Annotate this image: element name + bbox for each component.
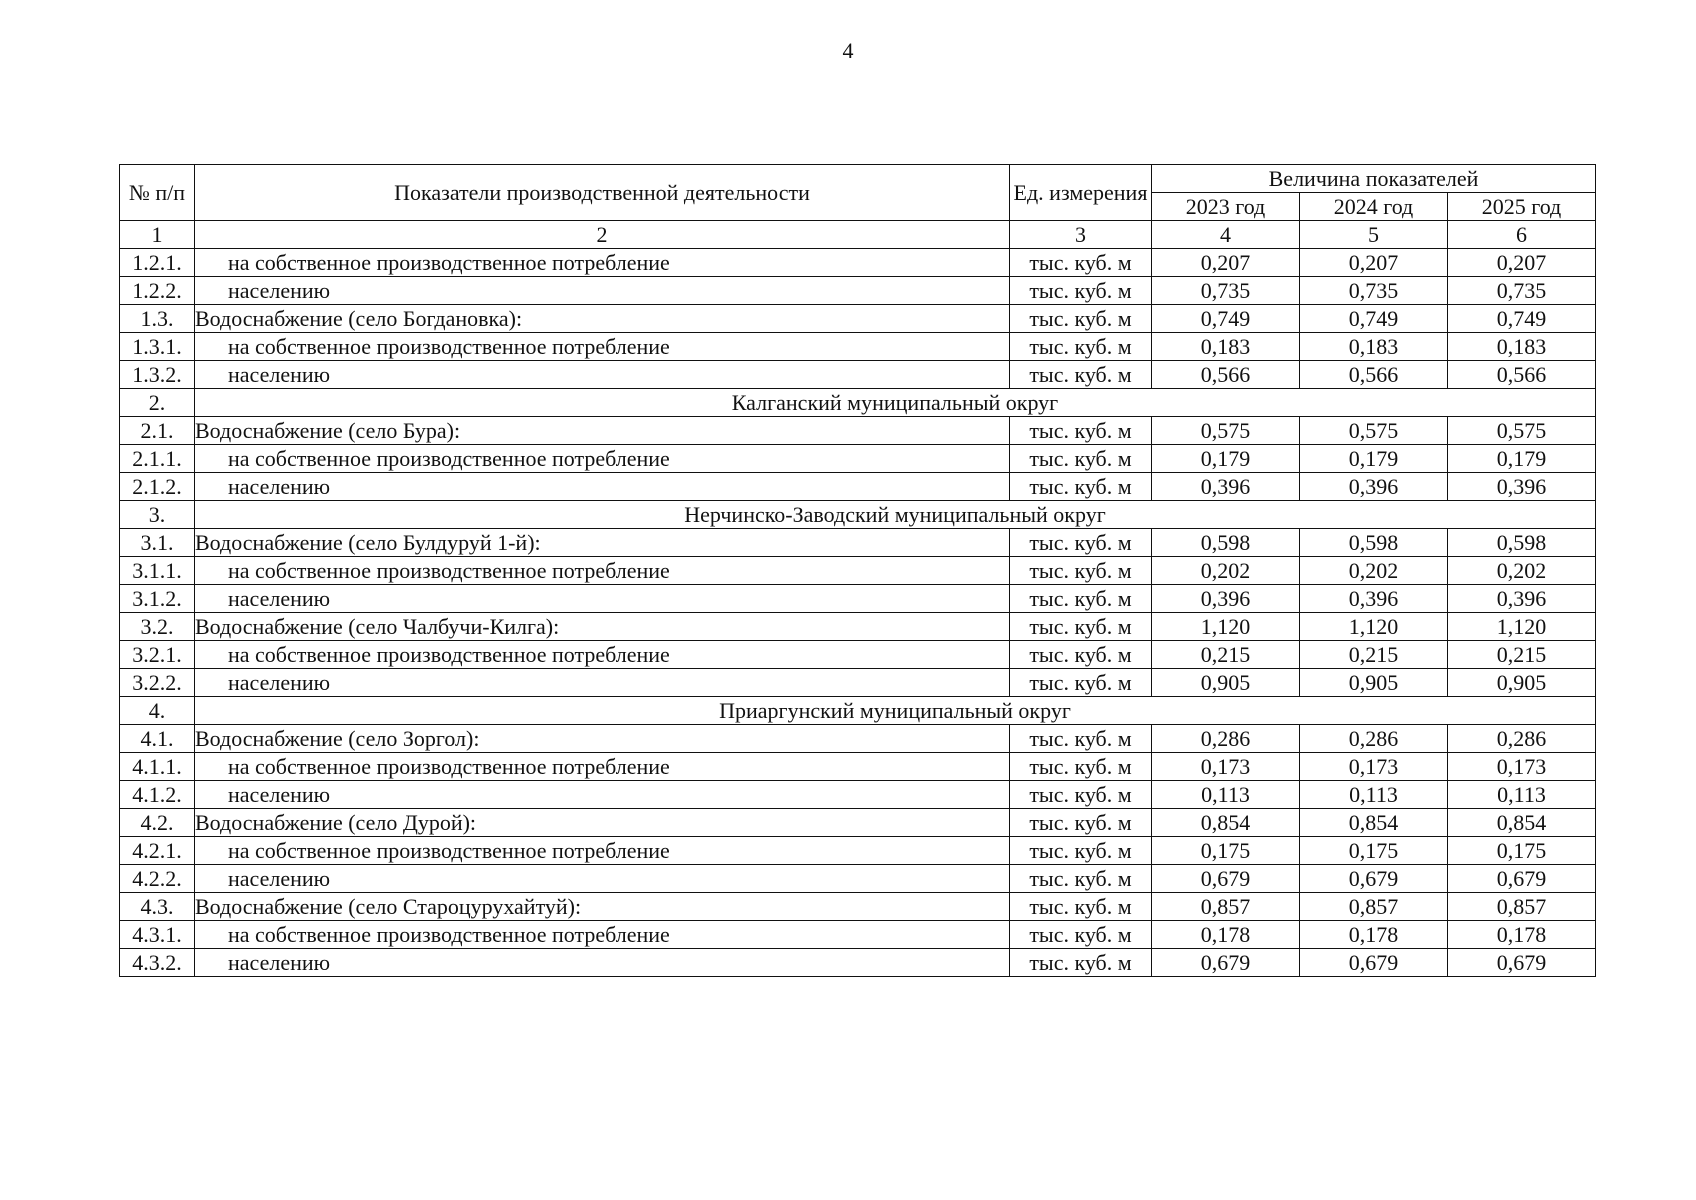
district-row [120, 697, 1596, 725]
value-2025: 0,735 [1448, 277, 1596, 305]
value-2025: 0,207 [1448, 249, 1596, 277]
value-2023: 1,120 [1152, 613, 1300, 641]
value-2024: 0,857 [1300, 893, 1448, 921]
unit-cell: тыс. куб. м [1010, 529, 1152, 557]
row-number: 3.2.2. [120, 669, 195, 697]
value-2025: 1,120 [1448, 613, 1596, 641]
value-2025: 0,679 [1448, 865, 1596, 893]
header-year-2025: 2025 год [1448, 193, 1596, 221]
sub-indicator-row [120, 753, 1596, 781]
indicator-name: населению [195, 585, 1010, 613]
value-2023: 0,679 [1152, 949, 1300, 977]
value-2023: 0,575 [1152, 417, 1300, 445]
row-number: 3.2. [120, 613, 195, 641]
value-2025: 0,679 [1448, 949, 1596, 977]
sub-indicator-row [120, 473, 1596, 501]
sub-indicator-row [120, 557, 1596, 585]
value-2025: 0,396 [1448, 585, 1596, 613]
value-2024: 0,735 [1300, 277, 1448, 305]
sub-indicator-row [120, 361, 1596, 389]
unit-cell: тыс. куб. м [1010, 753, 1152, 781]
value-2025: 0,575 [1448, 417, 1596, 445]
row-number: 4.3.1. [120, 921, 195, 949]
district-name: Нерчинско-Заводский муниципальный округ [195, 501, 1596, 529]
header-values-group: Величина показателей [1152, 165, 1596, 193]
row-number: 4.3. [120, 893, 195, 921]
value-2024: 0,183 [1300, 333, 1448, 361]
indicator-name: на собственное производственное потребление [195, 333, 1010, 361]
value-2023: 0,179 [1152, 445, 1300, 473]
value-2024: 0,215 [1300, 641, 1448, 669]
value-2024: 0,566 [1300, 361, 1448, 389]
sub-indicator-row [120, 641, 1596, 669]
indicator-name: на собственное производственное потребление [195, 641, 1010, 669]
value-2025: 0,178 [1448, 921, 1596, 949]
value-2025: 0,179 [1448, 445, 1596, 473]
value-2024: 0,396 [1300, 473, 1448, 501]
indicator-name: Водоснабжение (село Бура): [195, 417, 1010, 445]
indicators-table [119, 164, 1596, 977]
value-2023: 0,286 [1152, 725, 1300, 753]
indicator-name: населению [195, 781, 1010, 809]
value-2024: 0,173 [1300, 753, 1448, 781]
unit-cell: тыс. куб. м [1010, 837, 1152, 865]
value-2025: 0,183 [1448, 333, 1596, 361]
district-row [120, 501, 1596, 529]
unit-cell: тыс. куб. м [1010, 557, 1152, 585]
value-2024: 0,207 [1300, 249, 1448, 277]
value-2024: 0,905 [1300, 669, 1448, 697]
value-2025: 0,173 [1448, 753, 1596, 781]
value-2025: 0,113 [1448, 781, 1596, 809]
row-number: 3.1.2. [120, 585, 195, 613]
indicator-row [120, 725, 1596, 753]
indicator-name: на собственное производственное потребление [195, 445, 1010, 473]
unit-cell: тыс. куб. м [1010, 781, 1152, 809]
column-number: 6 [1448, 221, 1596, 249]
header-row [120, 165, 1596, 193]
value-2024: 0,575 [1300, 417, 1448, 445]
value-2025: 0,202 [1448, 557, 1596, 585]
value-2023: 0,178 [1152, 921, 1300, 949]
unit-cell: тыс. куб. м [1010, 669, 1152, 697]
value-2025: 0,749 [1448, 305, 1596, 333]
value-2023: 0,566 [1152, 361, 1300, 389]
value-2023: 0,735 [1152, 277, 1300, 305]
indicator-row [120, 305, 1596, 333]
row-number: 3.2.1. [120, 641, 195, 669]
header-year-2023: 2023 год [1152, 193, 1300, 221]
value-2025: 0,215 [1448, 641, 1596, 669]
value-2023: 0,202 [1152, 557, 1300, 585]
row-number: 2.1. [120, 417, 195, 445]
value-2023: 0,207 [1152, 249, 1300, 277]
sub-indicator-row [120, 781, 1596, 809]
unit-cell: тыс. куб. м [1010, 921, 1152, 949]
row-number: 4. [120, 697, 195, 725]
indicator-name: Водоснабжение (село Чалбучи-Килга): [195, 613, 1010, 641]
value-2024: 0,286 [1300, 725, 1448, 753]
indicator-name: на собственное производственное потребление [195, 557, 1010, 585]
value-2025: 0,854 [1448, 809, 1596, 837]
row-number: 3. [120, 501, 195, 529]
value-2023: 0,396 [1152, 473, 1300, 501]
row-number: 4.2.2. [120, 865, 195, 893]
unit-cell: тыс. куб. м [1010, 249, 1152, 277]
indicator-name: на собственное производственное потребление [195, 753, 1010, 781]
unit-cell: тыс. куб. м [1010, 865, 1152, 893]
row-number: 1.3.2. [120, 361, 195, 389]
unit-cell: тыс. куб. м [1010, 277, 1152, 305]
header-unit: Ед. измерения [1010, 165, 1152, 221]
header-num: № п/п [120, 165, 195, 221]
value-2025: 0,566 [1448, 361, 1596, 389]
value-2023: 0,396 [1152, 585, 1300, 613]
district-row [120, 389, 1596, 417]
value-2025: 0,857 [1448, 893, 1596, 921]
column-numbers-row [120, 221, 1596, 249]
unit-cell: тыс. куб. м [1010, 641, 1152, 669]
row-number: 4.1.2. [120, 781, 195, 809]
value-2025: 0,905 [1448, 669, 1596, 697]
unit-cell: тыс. куб. м [1010, 473, 1152, 501]
header-year-2024: 2024 год [1300, 193, 1448, 221]
unit-cell: тыс. куб. м [1010, 445, 1152, 473]
unit-cell: тыс. куб. м [1010, 893, 1152, 921]
value-2023: 0,175 [1152, 837, 1300, 865]
sub-indicator-row [120, 585, 1596, 613]
indicator-name: населению [195, 949, 1010, 977]
indicator-row [120, 809, 1596, 837]
value-2023: 0,598 [1152, 529, 1300, 557]
indicator-name: Водоснабжение (село Зоргол): [195, 725, 1010, 753]
district-name: Приаргунский муниципальный округ [195, 697, 1596, 725]
unit-cell: тыс. куб. м [1010, 417, 1152, 445]
row-number: 3.1. [120, 529, 195, 557]
page-number: 4 [842, 38, 854, 63]
indicator-name: Водоснабжение (село Булдуруй 1-й): [195, 529, 1010, 557]
row-number: 4.3.2. [120, 949, 195, 977]
sub-indicator-row [120, 249, 1596, 277]
district-name: Калганский муниципальный округ [195, 389, 1596, 417]
sub-indicator-row [120, 865, 1596, 893]
value-2024: 0,179 [1300, 445, 1448, 473]
value-2024: 0,178 [1300, 921, 1448, 949]
indicator-name: Водоснабжение (село Дурой): [195, 809, 1010, 837]
indicator-name: населению [195, 361, 1010, 389]
value-2024: 0,175 [1300, 837, 1448, 865]
sub-indicator-row [120, 445, 1596, 473]
unit-cell: тыс. куб. м [1010, 333, 1152, 361]
column-number: 5 [1300, 221, 1448, 249]
value-2023: 0,679 [1152, 865, 1300, 893]
header-indicator-name: Показатели производственной деятельности [195, 165, 1010, 221]
indicator-name: населению [195, 669, 1010, 697]
column-number: 4 [1152, 221, 1300, 249]
value-2025: 0,396 [1448, 473, 1596, 501]
indicator-row [120, 529, 1596, 557]
unit-cell: тыс. куб. м [1010, 949, 1152, 977]
row-number: 4.1. [120, 725, 195, 753]
row-number: 1.2.2. [120, 277, 195, 305]
value-2025: 0,175 [1448, 837, 1596, 865]
indicator-row [120, 613, 1596, 641]
unit-cell: тыс. куб. м [1010, 725, 1152, 753]
value-2024: 0,679 [1300, 949, 1448, 977]
indicator-row [120, 417, 1596, 445]
row-number: 2. [120, 389, 195, 417]
sub-indicator-row [120, 921, 1596, 949]
sub-indicator-row [120, 949, 1596, 977]
indicator-name: Водоснабжение (село Богдановка): [195, 305, 1010, 333]
row-number: 4.2. [120, 809, 195, 837]
value-2024: 1,120 [1300, 613, 1448, 641]
sub-indicator-row [120, 669, 1596, 697]
row-number: 4.2.1. [120, 837, 195, 865]
sub-indicator-row [120, 837, 1596, 865]
value-2024: 0,679 [1300, 865, 1448, 893]
unit-cell: тыс. куб. м [1010, 613, 1152, 641]
unit-cell: тыс. куб. м [1010, 585, 1152, 613]
row-number: 1.3. [120, 305, 195, 333]
value-2023: 0,113 [1152, 781, 1300, 809]
value-2024: 0,749 [1300, 305, 1448, 333]
value-2024: 0,396 [1300, 585, 1448, 613]
value-2024: 0,113 [1300, 781, 1448, 809]
column-number: 1 [120, 221, 195, 249]
value-2024: 0,598 [1300, 529, 1448, 557]
indicator-name: на собственное производственное потребление [195, 921, 1010, 949]
indicator-name: населению [195, 473, 1010, 501]
indicator-name: населению [195, 865, 1010, 893]
row-number: 1.2.1. [120, 249, 195, 277]
value-2024: 0,854 [1300, 809, 1448, 837]
value-2023: 0,854 [1152, 809, 1300, 837]
value-2025: 0,286 [1448, 725, 1596, 753]
row-number: 1.3.1. [120, 333, 195, 361]
value-2023: 0,215 [1152, 641, 1300, 669]
row-number: 2.1.2. [120, 473, 195, 501]
indicator-row [120, 893, 1596, 921]
value-2023: 0,749 [1152, 305, 1300, 333]
value-2023: 0,173 [1152, 753, 1300, 781]
table-body [120, 221, 1596, 977]
column-number: 3 [1010, 221, 1152, 249]
indicator-name: Водоснабжение (село Староцурухайтуй): [195, 893, 1010, 921]
value-2023: 0,183 [1152, 333, 1300, 361]
value-2023: 0,857 [1152, 893, 1300, 921]
indicator-name: на собственное производственное потребление [195, 249, 1010, 277]
sub-indicator-row [120, 333, 1596, 361]
sub-indicator-row [120, 277, 1596, 305]
unit-cell: тыс. куб. м [1010, 361, 1152, 389]
indicator-name: населению [195, 277, 1010, 305]
column-number: 2 [195, 221, 1010, 249]
row-number: 4.1.1. [120, 753, 195, 781]
value-2024: 0,202 [1300, 557, 1448, 585]
value-2023: 0,905 [1152, 669, 1300, 697]
indicator-name: на собственное производственное потребление [195, 837, 1010, 865]
value-2025: 0,598 [1448, 529, 1596, 557]
row-number: 2.1.1. [120, 445, 195, 473]
unit-cell: тыс. куб. м [1010, 809, 1152, 837]
unit-cell: тыс. куб. м [1010, 305, 1152, 333]
row-number: 3.1.1. [120, 557, 195, 585]
